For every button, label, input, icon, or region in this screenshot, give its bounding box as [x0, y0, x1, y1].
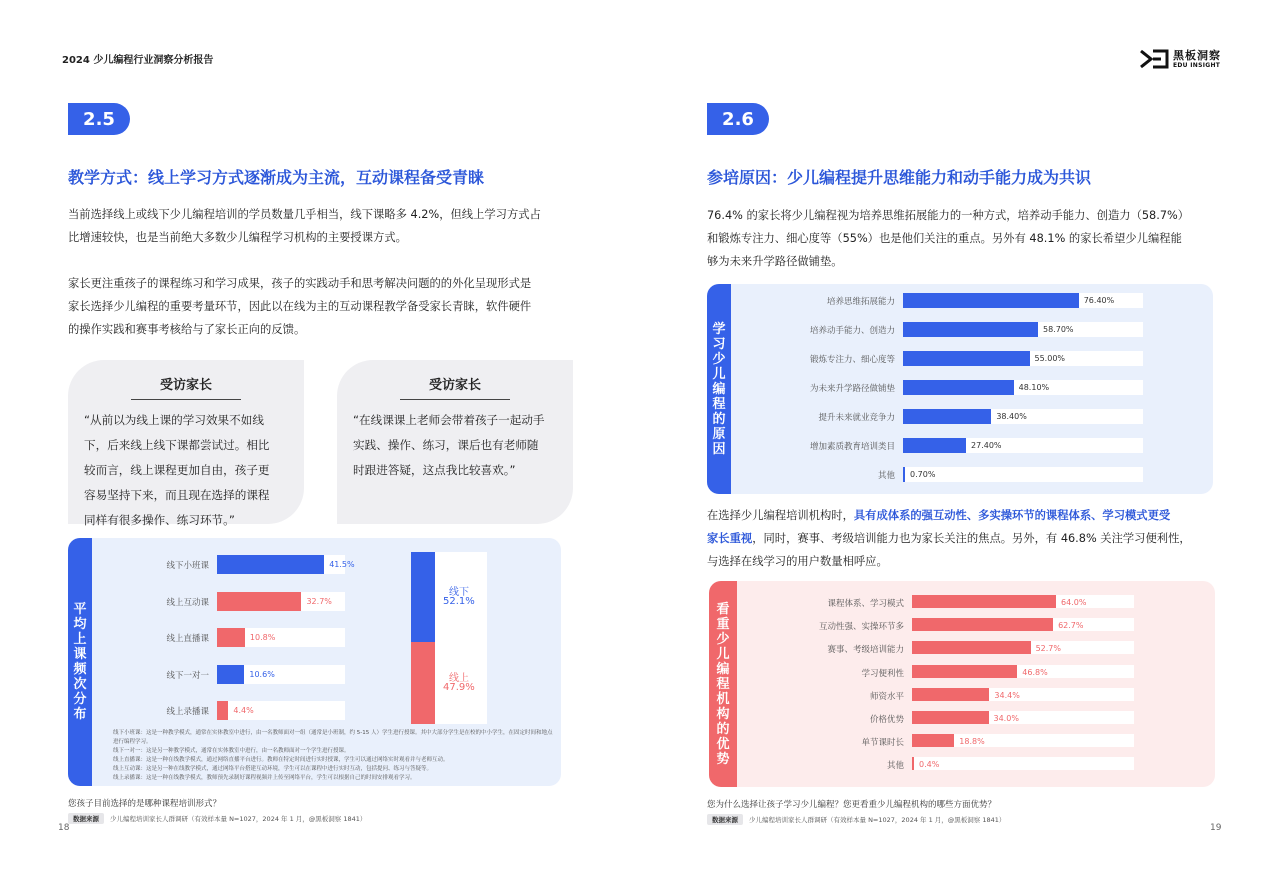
bar-value-label: 46.8% [1022, 667, 1048, 677]
bar-value-label: 52.7% [1035, 644, 1061, 654]
category-label: 其他 [877, 471, 895, 481]
footnote: 线上录播课：这是一种在线教学模式，教师预先录制好课程视频并上传至网络平台，学生可以根据自己的时间安排观看学习。 [113, 775, 416, 781]
bar [903, 467, 905, 482]
summary-offline-value: 52.1% [443, 595, 475, 607]
bar [903, 293, 1079, 308]
bar-value-label: 58.70% [1043, 325, 1074, 334]
source-text: 少儿编程培训家长人群调研（有效样本量 N=1027，2024 年 1 月，@黑板洞察 1841） [749, 816, 1006, 824]
paragraph-line: 和锻炼专注力、细心度等（55%）也是他们关注的重点。另外有 48.1% 的家长希望少儿编程能 [707, 232, 1182, 245]
bar [903, 322, 1038, 337]
explanation-paragraph [68, 272, 588, 341]
bar-track [912, 757, 1134, 770]
intro-paragraph [707, 204, 1227, 273]
paragraph-line: 的操作实践和赛事考核给与了家长正向的反馈。 [68, 323, 306, 336]
quote-heading: 受访家长 [428, 378, 481, 393]
category-label: 线上录播课 [166, 707, 209, 717]
category-label: 增加素质教育培训类目 [809, 442, 895, 452]
category-label: 其他 [886, 761, 904, 772]
bar [903, 438, 966, 453]
logo-english-text: EDU INSIGHT [1173, 61, 1221, 69]
bar-value-label: 4.4% [233, 706, 254, 715]
summary-online-value: 47.9% [443, 681, 475, 693]
category-label: 线上直播课 [166, 634, 209, 644]
quote-heading: 受访家长 [159, 378, 212, 393]
report-running-title: 2024 少儿编程行业洞察分析报告 [62, 55, 214, 66]
category-label: 提升未来就业竞争力 [818, 413, 895, 423]
paragraph-line: 在选择少儿编程培训机构时，具有成体系的强互动性、多实操环节的课程体系、学习模式更受 [707, 509, 1171, 522]
learning-reasons-chart-panel [707, 284, 1213, 494]
bar-value-label: 64.0% [1061, 598, 1087, 607]
edu-insight-logo-icon [1139, 48, 1169, 70]
category-label: 线上互动课 [166, 597, 209, 608]
bar-value-label: 0.4% [919, 760, 940, 770]
institution-advantages-chart-panel [709, 581, 1215, 787]
bar-value-label: 27.40% [971, 441, 1002, 450]
chart-side-label [709, 581, 737, 787]
source-text: 少儿编程培训家长人群调研（有效样本量 N=1027，2024 年 1 月，@黑板洞察 1841） [110, 815, 367, 823]
page-number: 19 [1210, 823, 1222, 833]
bar-value-label: 32.7% [306, 596, 332, 606]
footnote: 线下小班课：这是一种教学模式，通常在实体教室中进行，由一名教师面对一组（通常是小班制，约 5-15 人）学生进行授课。其中大部分学生是在校的中小学生，在固定时间和地点进行编程学习。 [113, 730, 553, 745]
bar [912, 688, 989, 701]
paragraph-line: 比增速较快，也是当前绝大多数少儿编程学习机构的主要授课方式。 [68, 231, 407, 244]
bar [912, 665, 1017, 678]
paragraph-line: 家长更注重孩子的课程练习和学习成果，孩子的实践动手和思考解决问题的的外化呈现形式是 [68, 277, 532, 290]
bar [217, 665, 244, 684]
bar [912, 595, 1056, 608]
page-number: 18 [58, 823, 70, 833]
highlighted-text: 具有成体系的强互动性、多实操环节的课程体系、学习模式更受 [853, 509, 1171, 522]
bar-track [903, 467, 1143, 482]
bar [912, 734, 954, 747]
category-label: 学习便利性 [861, 668, 904, 679]
stacked-bar-offline [411, 552, 435, 642]
bar [912, 641, 1031, 654]
brand-logo [1139, 48, 1221, 70]
category-label: 课程体系、学习模式 [827, 599, 904, 609]
section-number-badge: 2.5 [68, 103, 130, 135]
category-label: 互动性强、实操环节多 [818, 622, 904, 633]
section-title: 教学方式：线上学习方式逐渐成为主流，互动课程备受青睐 [68, 168, 485, 187]
category-label: 赛事、考级培训能力 [827, 645, 904, 656]
parent-quote-card [68, 360, 304, 527]
bar [217, 555, 324, 574]
intro-paragraph [68, 203, 588, 249]
summary-offline-name: 线下 [449, 586, 469, 598]
footnote: 线上互动课：这是另一种在线教学模式，通过网络平台搭建互动环境，学生可以在课程中进行实时互动，包括提问、练习与答疑等。 [113, 766, 433, 772]
class-frequency-chart-panel [68, 538, 561, 786]
stacked-bar-track [435, 552, 487, 724]
section-number-badge: 2.6 [707, 103, 769, 135]
bar [912, 757, 914, 770]
category-label: 培养动手能力、创造力 [809, 326, 895, 336]
bar-value-label: 62.7% [1058, 621, 1084, 631]
quote-divider [400, 399, 510, 400]
paragraph-line: 当前选择线上或线下少儿编程培训的学员数量几乎相当，线下课略多 4.2%，但线上学习方式占 [68, 208, 541, 221]
survey-question: 您为什么选择让孩子学习少儿编程？您更看重少儿编程机构的哪些方面优势？ [707, 800, 997, 810]
paragraph-line: 家长选择少儿编程的重要考量环节，因此以在线为主的互动课程教学备受家长青睐，软件硬件 [68, 300, 532, 313]
footnote: 线上直播课：这是一种在线教学模式，通过网络直播平台进行。教师在特定时间进行实时授课，学生可以通过网络实时观看并与老师互动。 [113, 757, 449, 763]
bar-value-label: 10.8% [249, 633, 276, 642]
bar-value-label: 41.5% [329, 560, 355, 569]
footnote: 线下一对一：这是另一种教学模式，通常在实体教室中进行，由一名教师面对一个学生进行授课。 [113, 748, 350, 754]
quote-divider [131, 399, 241, 400]
highlighted-text: 家长重视 [707, 532, 753, 545]
bar-value-label: 34.4% [994, 690, 1020, 700]
bar [903, 351, 1030, 366]
chart-footnotes [113, 729, 553, 783]
bar-value-label: 76.40% [1083, 296, 1115, 305]
category-label: 锻炼专注力、细心度等 [809, 355, 895, 365]
bar [903, 380, 1014, 395]
category-label: 线下一对一 [166, 670, 209, 681]
bar-value-label: 48.10% [1018, 383, 1050, 392]
paragraph-line: 与选择在线学习的用户数量相呼应。 [707, 555, 888, 568]
category-label: 师资水平 [869, 691, 904, 702]
bar-value-label: 18.8% [959, 737, 985, 747]
chart-side-label-text: 平 均 上 课 频 次 分 布 [73, 602, 87, 722]
data-source [68, 813, 366, 824]
quote-text: “在线课课上老师会带着孩子一起动手 实践、操作、练习，课后也有老师随 时跟进答疑，这点我比较喜欢。” [353, 413, 545, 477]
stacked-bar-online [411, 642, 435, 724]
parent-quote-card [337, 360, 573, 524]
bar [217, 592, 301, 611]
bar [912, 711, 989, 724]
bar [903, 409, 991, 424]
category-label: 价格优势 [869, 715, 904, 725]
institution-paragraph [707, 504, 1227, 573]
source-tag: 数据来源 [707, 814, 743, 825]
bar-value-label: 10.6% [249, 669, 275, 679]
source-tag: 数据来源 [68, 813, 104, 824]
bar-value-label: 55.00% [1034, 354, 1066, 363]
paragraph-line: 76.4% 的家长将少儿编程视为培养思维拓展能力的一种方式，培养动手能力、创造力（58.7%） [707, 209, 1190, 222]
quote-text: “从前以为线上课的学习效果不如线 下，后来线上线下课都尝试过。相比 较而言，线上课程更加自由，孩子更 容易坚持下来，而且现在选择的课程 同样有很多操作、练习环节。” [84, 413, 270, 527]
category-label: 线下小班课 [166, 561, 209, 571]
bar [912, 618, 1053, 631]
category-label: 单节课时长 [861, 738, 904, 749]
bar [217, 701, 228, 720]
chart-side-label-text: 看 重 少 儿 编 程 机 构 的 优 势 [716, 601, 730, 767]
chart-side-label-text: 学 习 少 儿 编 程 的 原 因 [712, 321, 726, 457]
paragraph-line: 家长重视，同时，赛事、考级培训能力也为家长关注的焦点。另外，有 46.8% 关注学习便利性， [707, 532, 1191, 545]
bar-value-label: 0.70% [910, 470, 936, 479]
category-label: 为未来升学路径做铺垫 [809, 384, 895, 394]
summary-online-name: 线上 [449, 672, 469, 684]
chart-side-label [68, 538, 92, 786]
section-title: 参培原因：少儿编程提升思维能力和动手能力成为共识 [707, 168, 1092, 187]
bar [217, 628, 245, 647]
data-source [707, 814, 1005, 825]
logo-chinese-text: 黑板洞察 [1173, 48, 1221, 62]
paragraph-line: 够为未来升学路径做铺垫。 [707, 255, 843, 268]
survey-question: 您孩子目前选择的是哪种课程培训形式？ [68, 799, 222, 809]
category-label: 培养思维拓展能力 [826, 297, 895, 307]
bar-value-label: 38.40% [996, 412, 1027, 421]
bar-value-label: 34.0% [993, 714, 1019, 723]
